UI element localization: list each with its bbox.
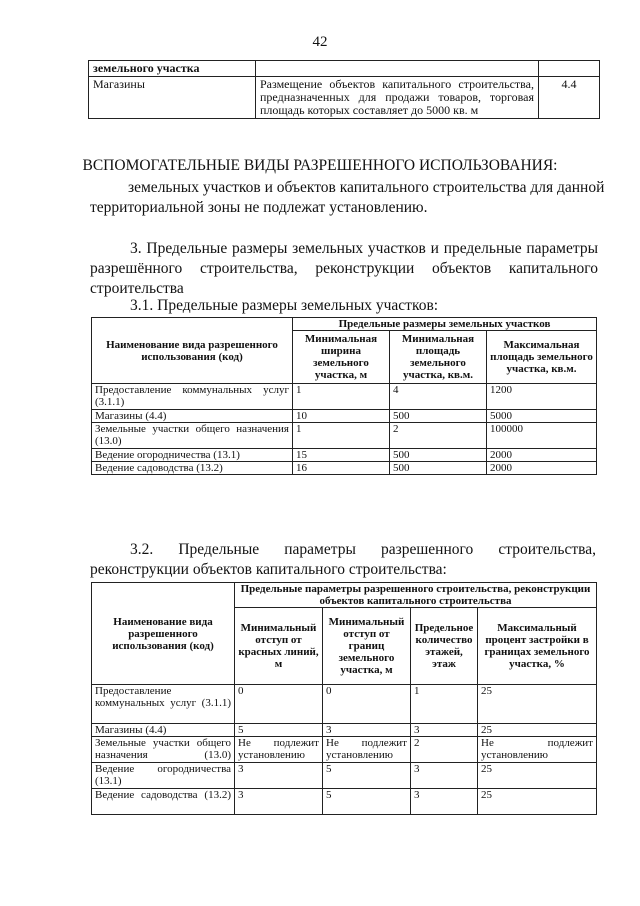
word: параметры (284, 541, 356, 558)
row-name: Земельные участки общего назначения (13.0) (92, 737, 235, 763)
cell: 5 (323, 789, 411, 815)
cell: Не подлежит установлению (235, 737, 323, 763)
cell: 3 (235, 763, 323, 789)
word: разрешенного (380, 541, 474, 558)
table-row (92, 462, 597, 475)
use-code: 4.4 (539, 77, 600, 119)
section3-2-title-line1 (130, 541, 596, 559)
group-header: Предельные размеры земельных участков (293, 318, 597, 331)
cell: 16 (293, 462, 390, 475)
cell: 500 (390, 449, 487, 462)
table-row (89, 77, 600, 119)
col-coverage-header: Максимальный процент застройки в границах земельного участка, % (478, 608, 597, 685)
cell: 15 (293, 449, 390, 462)
cell: 5000 (487, 410, 597, 423)
section3-paragraph: 3. Предельные размеры земельных участков и предельные параметры разрешённого строительства, реконструкции объектов капитального строительства (90, 240, 598, 297)
cell: 2000 (487, 462, 597, 475)
col-floors-header: Предельное количество этажей, этаж (411, 608, 478, 685)
row-name: Магазины (4.4) (92, 724, 235, 737)
table-row (92, 763, 597, 789)
cell: 3 (411, 789, 478, 815)
table-row (89, 61, 600, 77)
limits-table (91, 317, 597, 475)
col-name-header: Наименование вида разрешенного использования (код) (92, 583, 235, 685)
header-continuation: земельного участка (89, 61, 256, 77)
col-max-area-header: Максимальная площадь земельного участка, кв.м. (487, 331, 597, 384)
row-name: Ведение огородничества (13.1) (92, 763, 235, 789)
table-row (92, 724, 597, 737)
cell: 3 (323, 724, 411, 737)
top-table (88, 60, 600, 119)
cell: 10 (293, 410, 390, 423)
cell: 3 (411, 724, 478, 737)
cell: 5 (323, 763, 411, 789)
aux-text-line2: территориальной зоны не подлежат установлению. (90, 199, 428, 216)
col-red-lines-header: Минимальный отступ от красных линий, м (235, 608, 323, 685)
cell: 2 (390, 423, 487, 449)
cell: 3 (235, 789, 323, 815)
use-name: Магазины (89, 77, 256, 119)
section3-2-title-line2: реконструкции объектов капитального строительства: (90, 561, 447, 578)
col-min-area-header: Минимальная площадь земельного участка, кв.м. (390, 331, 487, 384)
row-name: Ведение садоводства (13.2) (92, 789, 235, 815)
aux-text-line1: земельных участков и объектов капитального строительства для данной (128, 179, 605, 196)
table-row (92, 789, 597, 815)
table-row (92, 737, 597, 763)
cell: 25 (478, 789, 597, 815)
table-row (92, 384, 597, 410)
cell: 1 (293, 384, 390, 410)
row-name: Предоставление коммунальных услуг (3.1.1) (92, 384, 293, 410)
table-row (92, 423, 597, 449)
row-name: Предоставление коммунальных услуг (3.1.1) (92, 685, 235, 724)
cell: 25 (478, 685, 597, 724)
cell: 500 (390, 462, 487, 475)
col-boundary-header: Минимальный отступ от границ земельного участка, м (323, 608, 411, 685)
row-name: Магазины (4.4) (92, 410, 293, 423)
cell: 0 (235, 685, 323, 724)
table-row (92, 410, 597, 423)
row-name: Земельные участки общего назначения (13.0) (92, 423, 293, 449)
cell: 4 (390, 384, 487, 410)
use-description: Размещение объектов капитального строительства, предназначенных для продажи товаров, торговая площадь которых составляет до 5000 кв. м (256, 77, 539, 119)
cell: 1 (411, 685, 478, 724)
row-name: Ведение садоводства (13.2) (92, 462, 293, 475)
cell: 25 (478, 763, 597, 789)
word: Предельные (178, 541, 260, 558)
cell: Не подлежит установлению (323, 737, 411, 763)
cell: Не подлежит установлению (478, 737, 597, 763)
cell: 2000 (487, 449, 597, 462)
word: 3.2. (130, 541, 154, 558)
page-number: 42 (312, 34, 328, 50)
table-row (92, 685, 597, 724)
cell: 3 (411, 763, 478, 789)
aux-title: ВСПОМОГАТЕЛЬНЫЕ ВИДЫ РАЗРЕШЕННОГО ИСПОЛЬЗОВАНИЯ: (82, 157, 558, 174)
cell: 500 (390, 410, 487, 423)
cell: 0 (323, 685, 411, 724)
col-name-header: Наименование вида разрешенного использования (код) (92, 318, 293, 384)
parameters-table (91, 582, 597, 815)
cell: 5 (235, 724, 323, 737)
section3-1-title: 3.1. Предельные размеры земельных участков: (130, 297, 439, 314)
cell: 2 (411, 737, 478, 763)
col-min-width-header: Минимальная ширина земельного участка, м (293, 331, 390, 384)
group-header: Предельные параметры разрешенного строительства, реконструкции объектов капитального строительства (235, 583, 597, 608)
cell: 25 (478, 724, 597, 737)
table-row (92, 449, 597, 462)
row-name: Ведение огородничества (13.1) (92, 449, 293, 462)
cell: 1 (293, 423, 390, 449)
cell: 100000 (487, 423, 597, 449)
cell: 1200 (487, 384, 597, 410)
word: строительства, (498, 541, 596, 558)
